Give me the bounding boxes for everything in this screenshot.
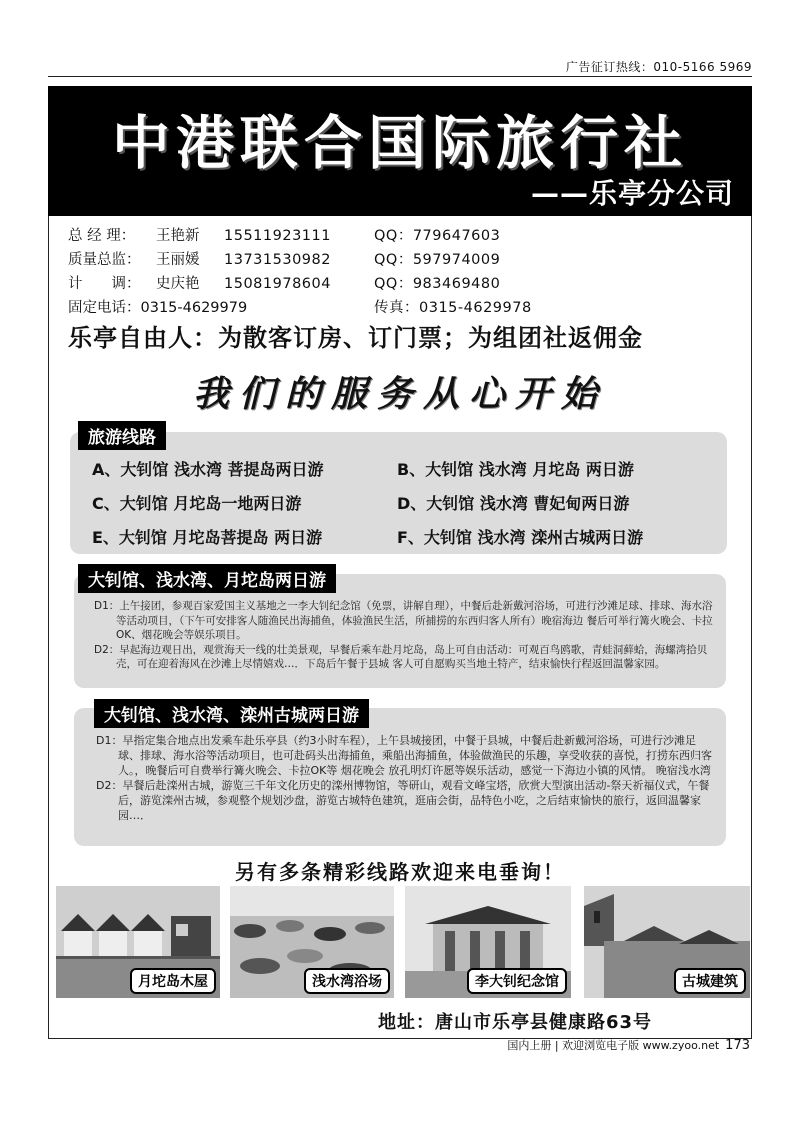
contact-phone: 13731530982 [224, 252, 331, 268]
route-item: D、大钊馆 浅水湾 曹妃甸两日游 [397, 494, 630, 513]
address: 地址：唐山市乐亭县健康路63号 [378, 1012, 653, 1033]
contact-name: 史庆艳 [156, 276, 200, 292]
tour1-day1: D1：上午接团，参观百家爱国主义基地之一李大钊纪念馆（免票，讲解自理），中餐后赴新戴河浴场，可进行沙滩足球、排球、海水浴等活动项目，（下午可安排客人随渔民出海捕鱼，体验渔民生活，所捕捞的东西归客人所有）晚宿海边 餐后可举行篝火晚会、卡拉OK、烟花晚会等娱乐项目。 [94, 600, 713, 641]
ad-hotline: 广告征订热线：010-5166 5969 [565, 60, 752, 74]
contact-qq: QQ：597974009 [374, 252, 501, 268]
tour2-day1: D1：早指定集合地点出发乘车赴乐亭县（约3小时车程），上午县城接团，中餐于县城，中餐后赴新戴河浴场，可进行沙滩足球、排球、海水浴等活动项目，也可赴码头出海捕鱼，乘船出海捕鱼，体验做渔民的乐趣，享受收获的喜悦，打捞东西归客人。，晚餐后可自费举行篝火晚会、卡拉OK等 烟花晚会 放孔明灯许愿等娱乐活动，感觉一下海边小镇的风情。 晚宿浅水湾 [96, 734, 712, 777]
contact-label: 总 经 理： [68, 228, 136, 244]
fixed-phone: 固定电话：0315-4629979 [68, 300, 248, 316]
fax: 传真：0315-4629978 [374, 300, 532, 316]
contact-qq: QQ：983469480 [374, 276, 501, 292]
route-item: B、大钊馆 浅水湾 月坨岛 两日游 [397, 460, 634, 479]
page-number: 173 [725, 1038, 750, 1053]
route-item: A、大钊馆 浅水湾 菩提岛两日游 [92, 460, 324, 479]
agency-title: 中港联合国际旅行社 [111, 109, 688, 177]
photo-caption: 浅水湾浴场 [304, 968, 390, 994]
photo-caption: 月坨岛木屋 [130, 968, 216, 994]
page-footer [507, 1037, 750, 1053]
photo-caption: 古城建筑 [674, 968, 746, 994]
slogan: 乐亭自由人：为散客订房、订门票；为组团社返佣金 [68, 324, 643, 352]
more-routes-callout: 另有多条精彩线路欢迎来电垂询！ [235, 860, 565, 884]
photo-ancient-city [584, 886, 750, 998]
contact-row [68, 296, 532, 317]
tour1-itinerary [94, 599, 714, 672]
routes-tag: 旅游线路 [78, 421, 166, 450]
tour2-itinerary [96, 733, 716, 823]
photo-caption: 李大钊纪念馆 [467, 968, 567, 994]
tour2-tag: 大钊馆、浅水湾、滦州古城两日游 [94, 699, 369, 728]
photo-beach [230, 886, 394, 998]
service-motto: 我们的服务从心开始 [192, 373, 607, 415]
contact-qq: QQ：779647603 [374, 228, 501, 244]
contact-row [68, 224, 500, 245]
branch-subtitle: ——乐亭分公司 [530, 177, 734, 210]
tour1-day2: D2：早起海边观日出，观赏海天一线的壮美景观，早餐后乘车赴月坨岛，岛上可自由活动：可观百鸟鸥歌，青蛙洞藓蛤，海螺湾拾贝壳，可在迎着海风在沙滩上尽情嬉戏…．下岛后午餐于县城 客人可自愿购买当地土特产，结束愉快行程返回温馨家园。 [94, 643, 708, 670]
photo-memorial [405, 886, 571, 998]
photo-wooden-house [56, 886, 220, 998]
route-item: F、大钊馆 浅水湾 滦州古城两日游 [397, 528, 644, 547]
contact-phone: 15081978604 [224, 276, 331, 292]
tour2-day2: D2：早餐后赴滦州古城，游览三千年文化历史的滦州博物馆，等研山，观看文峰宝塔，欣赏大型演出活动-祭天祈福仪式，午餐后，游览滦州古城，参观整个规划沙盘，游览古城特色建筑，逛庙会街，品特色小吃，之后结束愉快的旅行，返回温馨家园…． [96, 779, 710, 822]
route-item: C、大钊馆 月坨岛一地两日游 [92, 494, 302, 513]
footer-text: 国内上册 | 欢迎浏览电子版 www.zyoo.net [507, 1039, 720, 1052]
contact-row [68, 248, 500, 269]
contact-name: 王丽媛 [156, 252, 200, 268]
route-item: E、大钊馆 月坨岛菩提岛 两日游 [92, 528, 323, 547]
tour1-tag: 大钊馆、浅水湾、月坨岛两日游 [78, 564, 336, 593]
contact-row [68, 272, 500, 293]
contact-label: 计 调： [68, 276, 141, 292]
contact-phone: 15511923111 [224, 228, 331, 244]
top-divider [48, 76, 752, 77]
header-banner [48, 86, 752, 216]
contact-label: 质量总监： [68, 252, 141, 268]
contact-name: 王艳新 [156, 228, 200, 244]
